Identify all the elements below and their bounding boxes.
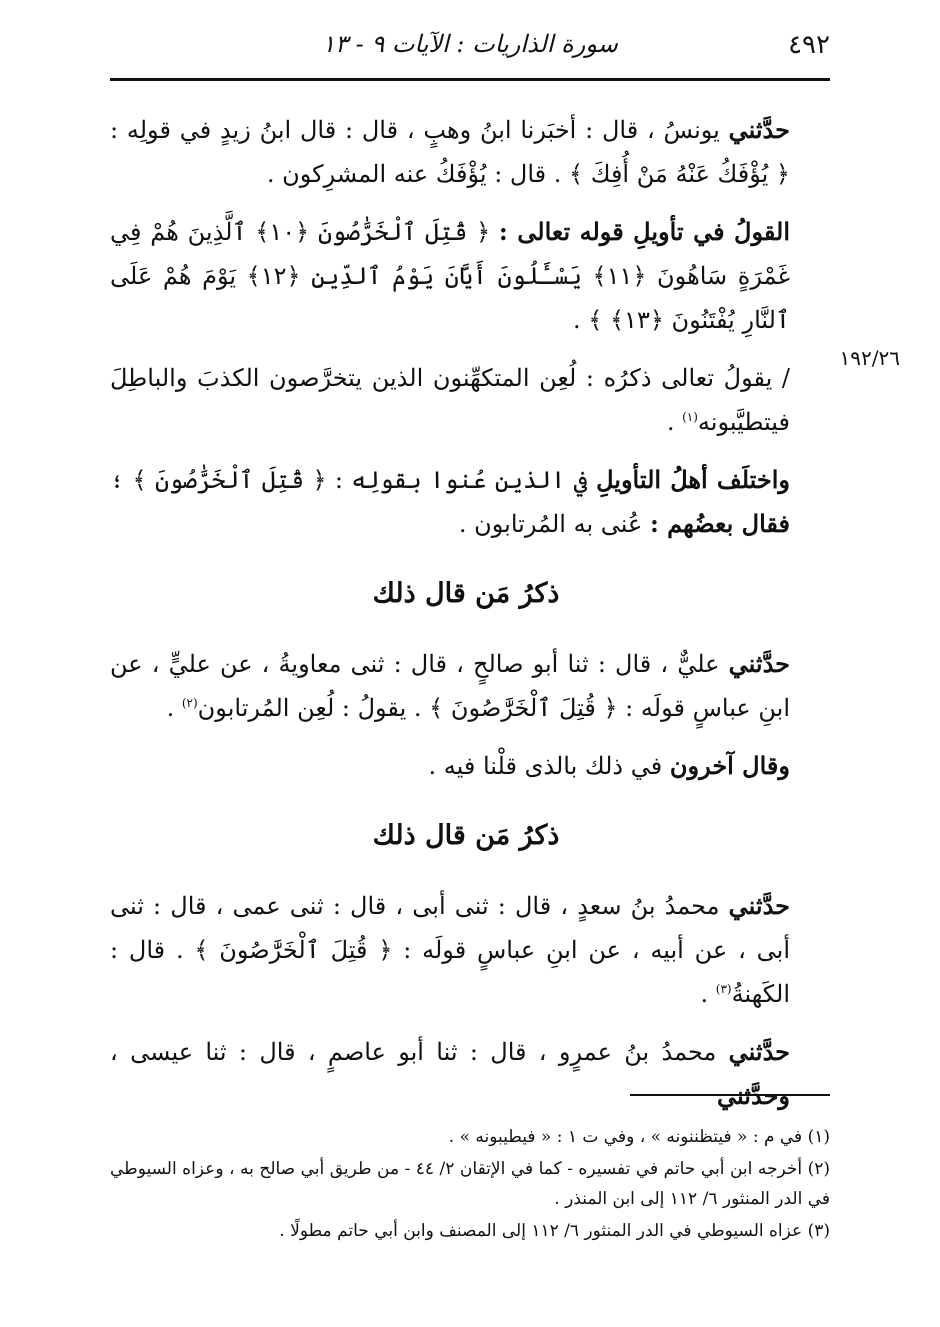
footnotes bbox=[110, 1122, 830, 1248]
footnote-2: (٢) أخرجه ابن أبي حاتم في تفسيره - كما في الإتقان ٢/ ٤٤ - من طريق أبي صالح به ، وعزاه السيوطي في الدر المنثور ٦/ ١١٢ إلى ابن المنذر . bbox=[110, 1159, 830, 1209]
paragraph-end: . bbox=[666, 408, 683, 436]
paragraph-lead: وقال آخرون bbox=[669, 751, 790, 780]
paragraph-1 bbox=[110, 108, 822, 196]
paragraph-lead: حدَّثني bbox=[728, 649, 790, 678]
footnote-marker: (٢) bbox=[181, 696, 198, 710]
paragraph-5 bbox=[110, 642, 822, 730]
paragraph-lead: حدَّثني bbox=[728, 1037, 790, 1066]
paragraph-end: . bbox=[166, 694, 182, 722]
paragraph-lead: القولُ في تأويلِ قوله تعالى : bbox=[498, 217, 790, 246]
paragraph-text-2: عُنى به المُرتابون . bbox=[458, 510, 643, 538]
paragraph-6 bbox=[110, 744, 822, 788]
paragraph-end: . bbox=[700, 980, 716, 1008]
quran-verse: ﴿ قُتِلَ ٱلْخَرَّٰصُونَ ﴿١٠﴾ ٱلَّذِينَ هُمْ فِي غَمْرَةٍ سَاهُونَ ﴿١١﴾ يَسْـَٔلُونَ أَيَّانَ يَوْمُ ٱلدِّينِ ﴿١٢﴾ يَوْمَ هُمْ عَلَى ٱلنَّارِ يُفْتَنُونَ ﴿١٣﴾ ﴾ . bbox=[110, 218, 790, 334]
section-heading: ذكرُ مَن قال ذلك bbox=[372, 820, 560, 851]
paragraph-lead-2: فقال بعضُهم : bbox=[649, 509, 790, 538]
paragraph-lead: حدَّثني bbox=[728, 891, 790, 920]
header-rule bbox=[110, 78, 830, 81]
page-number: ٤٩٢ bbox=[788, 30, 830, 60]
paragraph-3 bbox=[110, 356, 822, 444]
paragraph-lead: حدَّثني bbox=[728, 115, 790, 144]
paragraph-7 bbox=[110, 884, 822, 1016]
paragraph-text: في الذين عُنوا بقولِه : ﴿ قُتِلَ ٱلْخَرَّٰصُونَ ﴾ ؛ bbox=[110, 466, 588, 494]
footnote-1: (١) في م : « فيتظننونه » ، وفي ت ١ : « فيطيبونه » . bbox=[448, 1127, 830, 1147]
footnote-marker: (٣) bbox=[715, 982, 732, 996]
paragraph-text: محمدُ بنُ عمرٍو ، قال : ثنا أبو عاصمٍ ، قال : ثنا عيسى ، bbox=[110, 1038, 717, 1066]
paragraph-2-verse-heading bbox=[110, 210, 822, 342]
margin-volume-page: ١٩٢/٢٦ bbox=[839, 346, 900, 370]
section-heading: ذكرُ مَن قال ذلك bbox=[372, 578, 560, 609]
running-title: سورة الذاريات : الآيات ٩ - ١٣ bbox=[322, 30, 618, 58]
footnote-rule bbox=[630, 1094, 830, 1096]
paragraph-8 bbox=[110, 1030, 822, 1118]
paragraph-text: عليٌّ ، قال : ثنا أبو صالحٍ ، قال : ثنى معاويةُ ، عن عليٍّ ، عن ابنِ عباسٍ قولَه : ﴿ قُتِلَ ٱلْخَرَّٰصُونَ ﴾ . يقولُ : لُعِن المُرتابون bbox=[110, 650, 790, 722]
paragraph-tail: وحدَّثني bbox=[717, 1081, 790, 1110]
paragraph-text: محمدُ بنُ سعدٍ ، قال : ثنى أبى ، قال : ثنى عمى ، قال : ثنى أبى ، عن أبيه ، عن ابنِ عباسٍ قولَه : ﴿ قُتِلَ ٱلْخَرَّٰصُونَ ﴾ . قال : الكَهنةُ bbox=[110, 892, 790, 1008]
main-text bbox=[110, 108, 822, 1132]
paragraph-4 bbox=[110, 458, 822, 546]
paragraph-text: في ذلك بالذى قلْنا فيه . bbox=[428, 752, 663, 780]
paragraph-text: / يقولُ تعالى ذكرُه : لُعِن المتكهِّنون الذين يتخرَّصون الكذبَ والباطِلَ فيتطيَّبونه bbox=[110, 364, 791, 436]
footnote-marker: (١) bbox=[682, 410, 698, 424]
footnote-3: (٣) عزاه السيوطي في الدر المنثور ٦/ ١١٢ إلى المصنف وابن أبي حاتم مطولًا . bbox=[279, 1221, 830, 1241]
paragraph-text: يونسُ ، قال : أخبَرنا ابنُ وهبٍ ، قال : قال ابنُ زيدٍ في قولِه : ﴿ يُؤْفَكُ عَنْهُ مَنْ أُفِكَ ﴾ . قال : يُؤْفَكُ عنه المشرِكون . bbox=[110, 116, 790, 188]
paragraph-lead: واختلَف أهلُ التأويلِ bbox=[596, 465, 790, 494]
page-header bbox=[110, 26, 830, 66]
